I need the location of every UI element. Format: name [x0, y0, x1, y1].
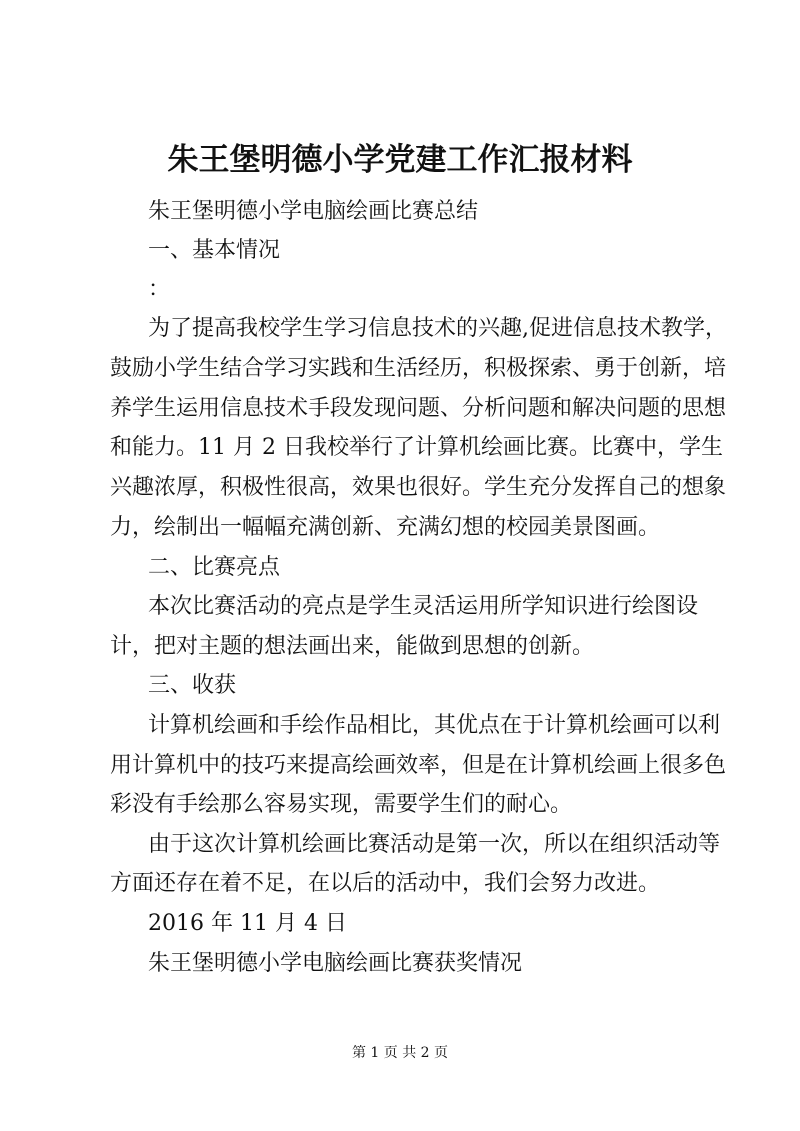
- paragraph-line: 兴趣浓厚，积极性很高，效果也很好。学生充分发挥自己的想象: [110, 475, 727, 500]
- colon-line: ：: [148, 277, 171, 302]
- heading-gains: 三、收获: [148, 673, 237, 698]
- paragraph-line: 力，绘制出一幅幅充满创新、充满幻想的校园美景图画。: [110, 515, 661, 540]
- paragraph-line: 彩没有手绘那么容易实现，需要学生们的耐心。: [110, 792, 573, 817]
- paragraph-line: 养学生运用信息技术手段发现问题、分析问题和解决问题的思想: [110, 396, 727, 421]
- heading-basic-info: 一、基本情况: [148, 238, 281, 263]
- heading-highlights: 二、比赛亮点: [148, 555, 281, 580]
- paragraph-line: 由于这次计算机绘画比赛活动是第一次，所以在组织活动等: [148, 832, 721, 857]
- section-title: 朱王堡明德小学电脑绘画比赛总结: [148, 199, 479, 224]
- paragraph-line: 方面还存在着不足，在以后的活动中，我们会努力改进。: [110, 871, 661, 896]
- paragraph-line: 为了提高我校学生学习信息技术的兴趣,促进信息技术教学，: [148, 316, 727, 341]
- paragraph-line: 计，把对主题的想法画出来，能做到思想的创新。: [110, 634, 595, 659]
- awards-heading: 朱王堡明德小学电脑绘画比赛获奖情况: [148, 951, 523, 976]
- paragraph-line: 和能力。11 月 2 日我校举行了计算机绘画比赛。比赛中，学生: [110, 435, 723, 460]
- paragraph-line: 本次比赛活动的亮点是学生灵活运用所学知识进行绘图设: [148, 594, 699, 619]
- paragraph-line: 计算机绘画和手绘作品相比，其优点在于计算机绘画可以利: [148, 713, 721, 738]
- date-line: 2016 年 11 月 4 日: [148, 911, 347, 936]
- page-footer: 第 1 页 共 2 页: [351, 1045, 449, 1061]
- paragraph-line: 用计算机中的技巧来提高绘画效率，但是在计算机绘画上很多色: [110, 753, 727, 778]
- paragraph-line: 鼓励小学生结合学习实践和生活经历，积极探索、勇于创新，培: [110, 356, 727, 381]
- document-title: 朱王堡明德小学党建工作汇报材料: [167, 142, 633, 178]
